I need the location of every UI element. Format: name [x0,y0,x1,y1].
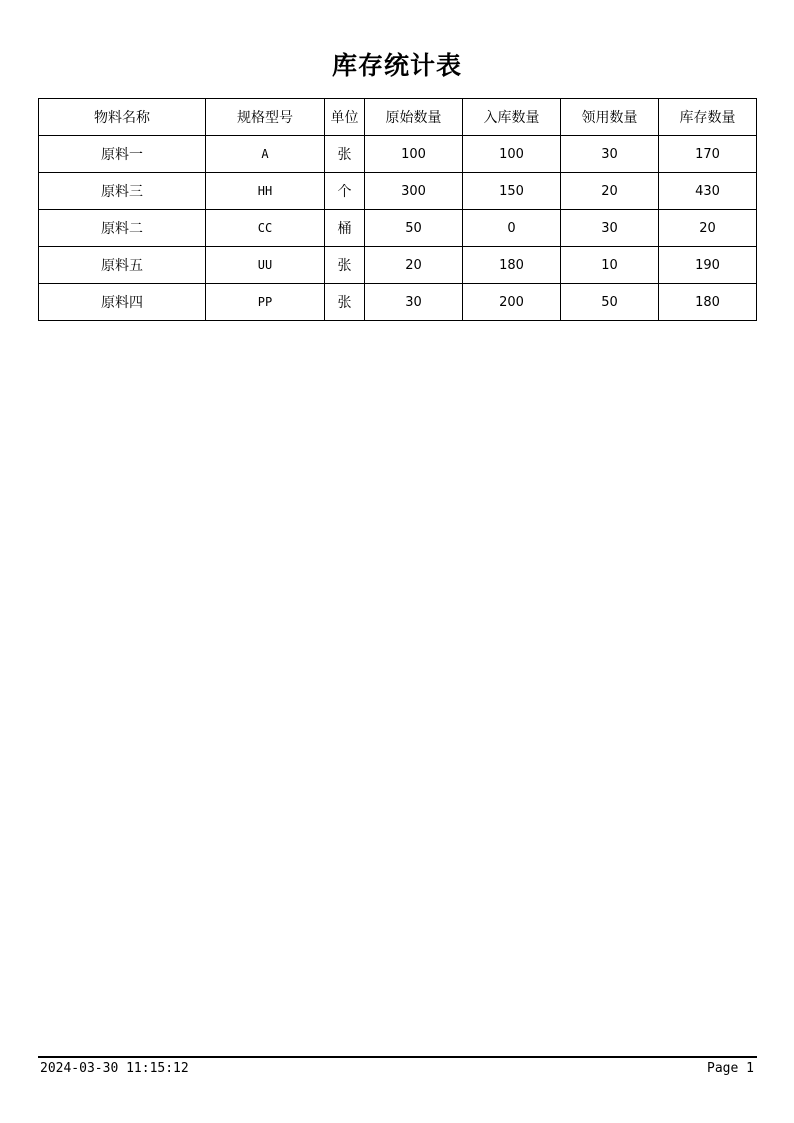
column-header-used-qty: 领用数量 [561,99,659,136]
footer-divider [38,1056,757,1058]
cell-spec-model: UU [206,247,325,284]
cell-unit: 个 [325,173,365,210]
cell-spec-model: CC [206,210,325,247]
cell-spec-model: PP [206,284,325,321]
column-header-stock-qty: 库存数量 [659,99,757,136]
cell-unit: 张 [325,284,365,321]
cell-inbound-qty: 150 [463,173,561,210]
cell-used-qty: 10 [561,247,659,284]
cell-unit: 张 [325,247,365,284]
column-header-spec-model: 规格型号 [206,99,325,136]
cell-inbound-qty: 200 [463,284,561,321]
cell-material-name: 原料一 [39,136,206,173]
cell-original-qty: 300 [365,173,463,210]
cell-used-qty: 30 [561,210,659,247]
cell-inbound-qty: 180 [463,247,561,284]
table-row [39,247,757,284]
cell-stock-qty: 20 [659,210,757,247]
table-row [39,173,757,210]
column-header-original-qty: 原始数量 [365,99,463,136]
cell-unit: 桶 [325,210,365,247]
cell-material-name: 原料四 [39,284,206,321]
table-row [39,284,757,321]
cell-stock-qty: 190 [659,247,757,284]
column-header-material-name: 物料名称 [39,99,206,136]
footer-page-number: Page 1 [707,1061,754,1076]
cell-material-name: 原料五 [39,247,206,284]
cell-used-qty: 30 [561,136,659,173]
cell-inbound-qty: 0 [463,210,561,247]
cell-spec-model: HH [206,173,325,210]
report-title: 库存统计表 [331,51,462,80]
footer-timestamp: 2024-03-30 11:15:12 [40,1061,189,1076]
column-header-inbound-qty: 入库数量 [463,99,561,136]
cell-original-qty: 100 [365,136,463,173]
table-header-row [39,99,757,136]
inventory-table [38,98,757,321]
cell-stock-qty: 170 [659,136,757,173]
cell-spec-model: A [206,136,325,173]
table-row [39,136,757,173]
cell-original-qty: 20 [365,247,463,284]
table-row [39,210,757,247]
cell-stock-qty: 430 [659,173,757,210]
column-header-unit: 单位 [325,99,365,136]
cell-inbound-qty: 100 [463,136,561,173]
cell-material-name: 原料三 [39,173,206,210]
cell-used-qty: 50 [561,284,659,321]
cell-material-name: 原料二 [39,210,206,247]
cell-original-qty: 30 [365,284,463,321]
cell-stock-qty: 180 [659,284,757,321]
cell-used-qty: 20 [561,173,659,210]
cell-original-qty: 50 [365,210,463,247]
cell-unit: 张 [325,136,365,173]
